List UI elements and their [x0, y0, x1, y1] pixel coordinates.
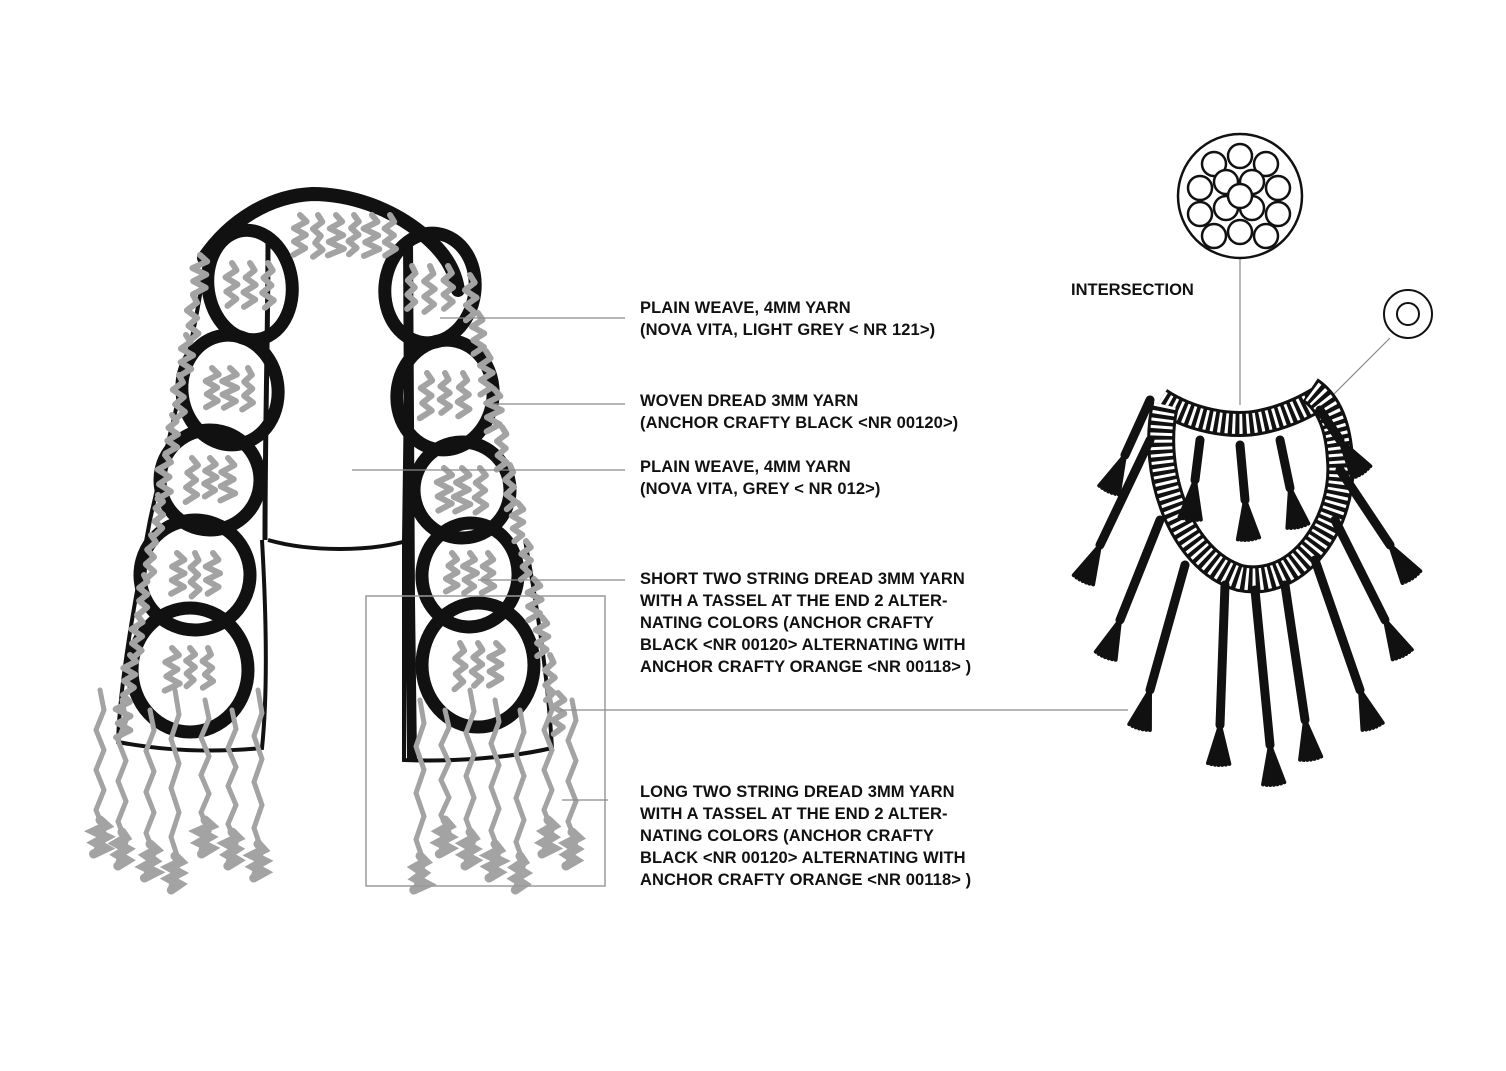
annotation-line: BLACK <NR 00120> ALTERNATING WITH — [640, 849, 966, 867]
annotation-line: BLACK <NR 00120> ALTERNATING WITH — [640, 636, 966, 654]
yarn-tuft — [186, 458, 198, 502]
yarn-tuft — [446, 553, 458, 592]
dread-tassel — [252, 844, 264, 878]
yarn-tuft — [424, 266, 435, 312]
dread-cord — [1315, 560, 1360, 690]
yarn-tuft — [222, 368, 237, 408]
annotation-line: WITH A TASSEL AT THE END 2 ALTER- — [640, 592, 948, 610]
strand-circle — [1228, 220, 1252, 244]
dread-tassel — [515, 856, 525, 890]
strand-circle — [1266, 202, 1290, 226]
annotation-line: NATING COLORS (ANCHOR CRAFTY — [640, 827, 934, 845]
yarn-tuft — [455, 643, 466, 689]
dread-tassel — [169, 856, 181, 890]
ring-symbol-inner — [1397, 303, 1419, 325]
yarn-tuft — [171, 553, 185, 594]
right-front-edge — [408, 240, 412, 760]
intersection-label: INTERSECTION — [1071, 281, 1194, 299]
intersection-detail — [1074, 134, 1432, 785]
yarn-tuft — [313, 215, 323, 257]
dread-tassel — [117, 832, 128, 866]
dread-tassel — [226, 832, 238, 866]
yarn-tuft — [463, 553, 477, 593]
annotation-line: WITH A TASSEL AT THE END 2 ALTER- — [640, 805, 948, 823]
annotation-line: (NOVA VITA, LIGHT GREY < NR 121>) — [640, 321, 936, 339]
dread-cord — [1335, 520, 1385, 620]
dread-tassel — [464, 832, 474, 866]
strand-circle — [1228, 144, 1252, 168]
strand-circle — [1266, 176, 1290, 200]
dread-tassel — [414, 856, 427, 890]
yarn-tuft — [472, 643, 483, 686]
yarn-tuft — [242, 368, 253, 410]
annotation-line: (NOVA VITA, GREY < NR 012>) — [640, 480, 881, 498]
dread-cord — [1195, 440, 1200, 480]
yarn-tuft — [454, 468, 471, 512]
annotation-long-dread — [640, 781, 971, 891]
dread-tassel — [439, 820, 450, 854]
back-hem-line — [268, 540, 410, 549]
yarn-tuft — [328, 215, 344, 255]
dread-cord — [1280, 440, 1290, 488]
dread-cord — [1150, 565, 1185, 690]
strand-circle — [1228, 184, 1252, 208]
annotation-line: WOVEN DREAD 3MM YARN — [640, 392, 859, 410]
tassel-strand — [1287, 488, 1290, 528]
dread-cord — [1220, 585, 1225, 725]
garment-drawing — [94, 194, 579, 890]
yarn-tuft — [475, 468, 487, 513]
dread-tassel — [542, 820, 554, 854]
yarn-tuft — [420, 373, 432, 418]
cross-section-strands — [1188, 144, 1290, 248]
grey-yarn-fringes — [116, 215, 565, 737]
yarn-tuft — [220, 458, 235, 500]
tassel-strand — [1360, 690, 1363, 730]
yarn-tuft — [226, 263, 238, 306]
strand-circle — [1188, 176, 1212, 200]
annotation-line: LONG TWO STRING DREAD 3MM YARN — [640, 783, 955, 801]
yarn-tuft — [512, 503, 524, 541]
dread-tassel — [94, 820, 107, 854]
yarn-tuft — [349, 215, 359, 254]
yarn-tuft — [206, 368, 219, 407]
dread-cord — [1240, 445, 1245, 500]
annotation-line: NATING COLORS (ANCHOR CRAFTY — [640, 614, 934, 632]
yarn-tuft — [458, 373, 470, 416]
dread-tassel — [566, 832, 578, 866]
annotation-line: PLAIN WEAVE, 4MM YARN — [640, 458, 851, 476]
yarn-tuft — [186, 648, 195, 686]
yarn-tuft — [482, 553, 495, 593]
annotation-line: (ANCHOR CRAFTY BLACK <NR 00120>) — [640, 414, 959, 432]
annotation-woven-dread — [640, 390, 958, 434]
annotation-line: PLAIN WEAVE, 4MM YARN — [640, 299, 851, 317]
yarn-tuft — [294, 215, 307, 255]
yarn-tuft — [191, 553, 200, 597]
yarn-tuft — [489, 643, 503, 686]
dread-cord — [1285, 585, 1305, 720]
strand-circle — [1202, 224, 1226, 248]
annotation-line: ANCHOR CRAFTY ORANGE <NR 00118> ) — [640, 871, 972, 889]
strand-circle — [1254, 224, 1278, 248]
annotation-short-dread — [640, 568, 971, 678]
yarn-tuft — [440, 373, 450, 413]
annotation-plain-weave-grey — [640, 456, 880, 500]
yarn-tuft — [553, 693, 565, 734]
yarn-tuft — [165, 648, 180, 691]
annotation-line: ANCHOR CRAFTY ORANGE <NR 00118> ) — [640, 658, 972, 676]
annotation-line: SHORT TWO STRING DREAD 3MM YARN — [640, 570, 965, 588]
yarn-tuft — [203, 648, 214, 688]
dread-cord — [1120, 520, 1160, 620]
yarn-tuft — [364, 215, 380, 256]
dread-tassel — [489, 844, 501, 878]
annotation-plain-weave-light-grey — [640, 297, 935, 341]
strand-circle — [1188, 202, 1212, 226]
yarn-tuft — [437, 468, 452, 511]
yarn-tuft — [204, 458, 216, 497]
yarn-tuft — [244, 263, 256, 307]
yarn-tuft — [444, 266, 454, 309]
dread-cord — [1255, 590, 1270, 745]
yarn-tuft — [206, 553, 220, 594]
yarn-tuft — [385, 215, 396, 256]
dread-tassel — [144, 844, 156, 878]
